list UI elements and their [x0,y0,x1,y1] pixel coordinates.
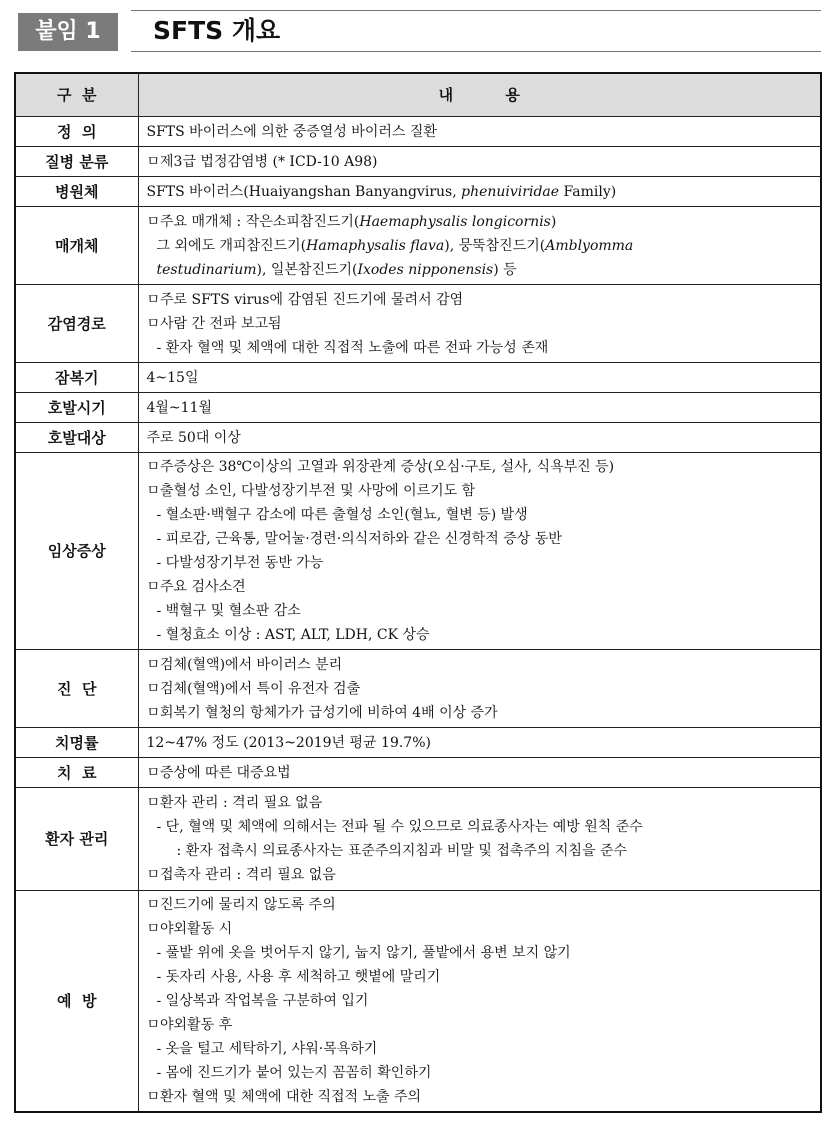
content-line: ㅁ회복기 혈청의 항체가가 급성기에 비하여 4배 이상 증가 [146,704,498,721]
content-line: ㅁ검체(혈액)에서 특이 유전자 검출 [146,680,361,697]
text-segment: 그 외에도 개피참진드기( [156,237,307,254]
column-header-content: 내 용 [138,73,821,117]
row-content [138,423,821,453]
table-row [15,650,821,728]
text-segment: ), 뭉뚝참진드기( [444,237,546,254]
content-line: - 단, 혈액 및 체액에 의해서는 전파 될 수 있으므로 의료종사자는 예방 원칙 준수 [156,819,643,835]
scientific-name: Haemaphysalis longicornis [359,213,551,230]
table-row [15,891,821,1113]
row-content [138,758,821,788]
row-label: 잠복기 [15,363,138,393]
content-line: 4월~11월 [146,399,213,416]
title-box [131,10,821,52]
content-line: ㅁ증상에 따른 대증요법 [146,764,291,781]
column-header-category: 구 분 [15,73,138,117]
content-line: ㅁ야외활동 후 [146,1017,233,1033]
row-content [138,728,821,758]
row-label: 호발대상 [15,423,138,453]
content-line: SFTS 바이러스에 의한 중증열성 바이러스 질환 [146,123,437,140]
scientific-name: Ixodes nipponensis [357,261,494,278]
content-line: 4~15일 [146,369,199,386]
table-header-row [15,73,821,117]
row-label: 진 단 [15,650,138,728]
scientific-name: testudinarium [156,261,257,278]
content-line: ㅁ주요 검사소견 [146,579,246,595]
content-line: - 풀밭 위에 옷을 벗어두지 않기, 눕지 않기, 풀밭에서 용변 보지 않기 [156,945,571,961]
table-row [15,285,821,363]
content-line: - 다발성장기부전 동반 가능 [156,555,324,571]
row-label: 치명률 [15,728,138,758]
row-label: 병원체 [15,177,138,207]
text-segment: Family) [559,183,617,200]
row-content [138,177,821,207]
table-row [15,453,821,650]
scientific-name: Hamaphysalis flava [306,237,445,254]
content-line: ㅁ제3급 법정감염병 (* ICD-10 A98) [146,153,378,170]
content-line: ㅁ환자 혈액 및 체액에 대한 직접적 노출 주의 [146,1089,422,1105]
content-line: 12~47% 정도 (2013~2019년 평균 19.7%) [146,734,431,751]
content-line: - 피로감, 근육통, 말어눌·경련·의식저하와 같은 신경학적 증상 동반 [156,531,562,547]
content-line: ㅁ주로 SFTS virus에 감염된 진드기에 물려서 감염 [146,291,464,308]
content-line: ㅁ진드기에 물리지 않도록 주의 [146,897,336,913]
row-label: 정 의 [15,117,138,147]
row-label: 환자 관리 [15,788,138,891]
attachment-badge: 붙임 1 [18,13,118,51]
table-row [15,423,821,453]
row-label: 질병 분류 [15,147,138,177]
row-content [138,393,821,423]
scientific-name: Amblyomma [545,237,634,254]
content-line [147,258,815,282]
table-row [15,147,821,177]
table-row [15,177,821,207]
table-row [15,788,821,891]
content-line: ㅁ환자 관리 : 격리 필요 없음 [146,795,323,811]
row-label: 감염경로 [15,285,138,363]
content-line: - 몸에 진드기가 붙어 있는지 꼼꼼히 확인하기 [156,1065,432,1081]
table-row [15,728,821,758]
row-label: 호발시기 [15,393,138,423]
content-line: : 환자 접촉시 의료종사자는 표준주의지침과 비말 및 접촉주의 지침을 준수 [176,843,627,859]
table-row [15,117,821,147]
table-row [15,393,821,423]
content-line: 주로 50대 이상 [146,429,241,446]
content-line: ㅁ사람 간 전파 보고됨 [146,315,282,332]
row-content [138,207,821,285]
content-line: - 돗자리 사용, 사용 후 세척하고 햇볕에 말리기 [156,969,441,985]
content-line: - 혈소판·백혈구 감소에 따른 출혈성 소인(혈뇨, 혈변 등) 발생 [156,507,528,523]
row-content [138,891,821,1113]
content-line: ㅁ야외활동 시 [146,921,233,937]
table-row [15,207,821,285]
scientific-name: phenuiviridae [461,183,560,200]
row-content [138,147,821,177]
row-label: 치 료 [15,758,138,788]
row-content [138,788,821,891]
content-line: - 일상복과 작업복을 구분하여 입기 [156,993,369,1009]
content-line: ㅁ주증상은 38℃이상의 고열과 위장관계 증상(오심·구토, 설사, 식욕부진 등) [146,459,615,475]
table-row [15,758,821,788]
content-line: ㅁ검체(혈액)에서 바이러스 분리 [146,656,343,673]
table-body [15,117,821,1113]
row-content [138,363,821,393]
text-segment: ) 등 [493,261,517,278]
row-content [138,117,821,147]
page-title: SFTS 개요 [153,16,281,45]
row-content [138,650,821,728]
row-label: 예 방 [15,891,138,1113]
text-segment: ㅁ주요 매개체 : 작은소피참진드기( [146,213,360,230]
row-label: 매개체 [15,207,138,285]
content-line: - 환자 혈액 및 체액에 대한 직접적 노출에 따른 전파 가능성 존재 [156,339,549,356]
content-line [147,210,815,234]
content-line: ㅁ접촉자 관리 : 격리 필요 없음 [146,867,336,883]
content-line [147,180,815,204]
content-line [147,234,815,258]
content-line: ㅁ출혈성 소인, 다발성장기부전 및 사망에 이르기도 함 [146,483,476,499]
content-line: - 백혈구 및 혈소판 감소 [156,603,301,619]
text-segment: ), 일본참진드기( [256,261,358,278]
page-header [10,8,822,52]
text-segment: SFTS 바이러스(Huaiyangshan Banyangvirus, [146,183,462,200]
table-row [15,363,821,393]
content-line: - 옷을 털고 세탁하기, 샤워·목욕하기 [156,1041,378,1057]
text-segment: ) [550,213,557,230]
row-content [138,285,821,363]
content-line: - 혈청효소 이상 : AST, ALT, LDH, CK 상승 [156,627,430,643]
row-label: 임상증상 [15,453,138,650]
row-content [138,453,821,650]
sfts-overview-table [14,72,822,1113]
